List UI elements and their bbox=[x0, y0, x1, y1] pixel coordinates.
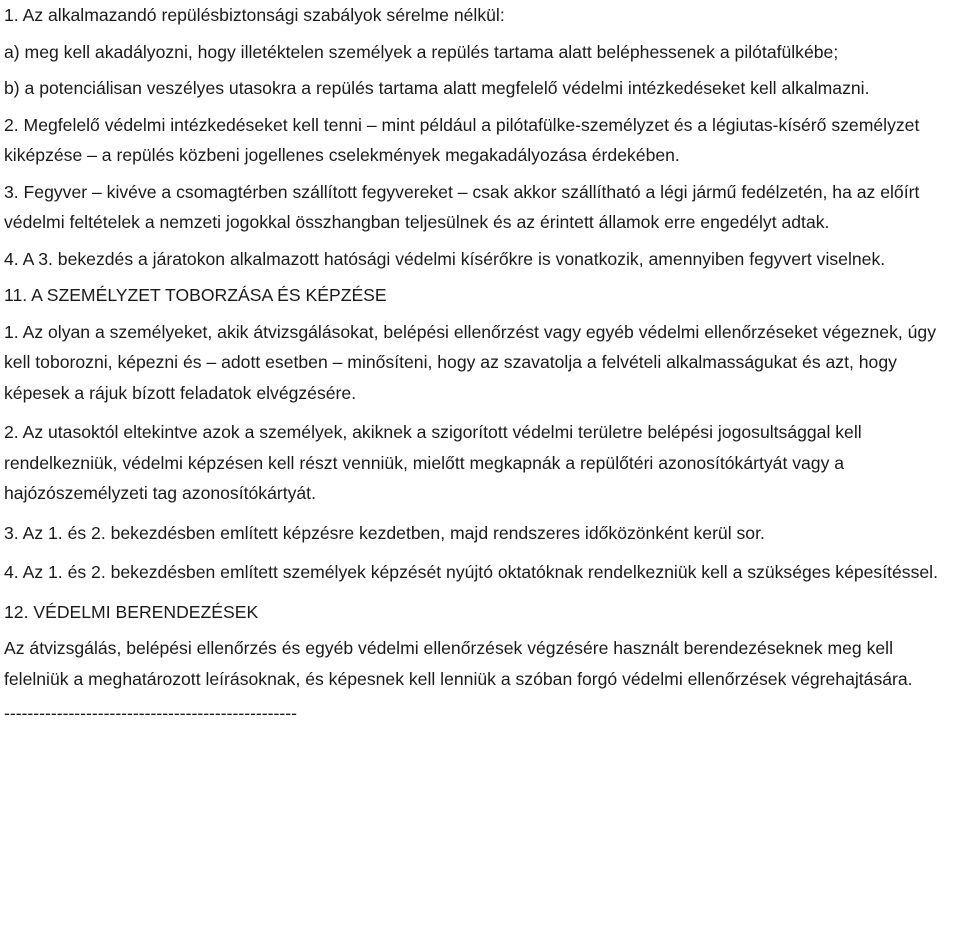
footnote-separator: -------------------------------------------------- bbox=[4, 703, 297, 723]
paragraph-1-a: a) meg kell akadályozni, hogy illetéktelen személyek a repülés tartama alatt beléphessenek a pilótafülkébe; bbox=[4, 41, 839, 62]
section-11-paragraph-4: 4. Az 1. és 2. bekezdésben említett személyek képzését nyújtó oktatóknak rendelkezniük kell a szükséges képesítéssel. bbox=[4, 562, 938, 582]
section-11-paragraph-1: 1. Az olyan a személyeket, akik átvizsgálásokat, belépési ellenőrzést vagy egyéb védelmi ellenőrzéseket végeznek, úgy kell toborozni, képezni és – adott esetben – minősíteni, hogy az szavatolja a felvételi alkalmasságukat és azt, hogy képesek a rájuk bízott feladatok elvégzésére. bbox=[4, 321, 937, 403]
paragraph-4: 4. A 3. bekezdés a járatokon alkalmazott hatósági védelmi kísérőkre is vonatkozik, amennyiben fegyvert viselnek. bbox=[4, 248, 886, 269]
paragraph-3: 3. Fegyver – kivéve a csomagtérben szállított fegyvereket – csak akkor szállítható a légi jármű fedélzetén, ha az előírt védelmi feltételek a nemzeti jogokkal összhangban teljesülnek és az érintett államok erre engedélyt adtak. bbox=[4, 181, 920, 232]
paragraph-1-intro: 1. Az alkalmazandó repülésbiztonsági szabályok sérelme nélkül: bbox=[4, 5, 505, 25]
section-11-paragraph-3: 3. Az 1. és 2. bekezdésben említett képzésre kezdetben, majd rendszeres időközönként kerül sor. bbox=[4, 522, 765, 543]
section-heading-11: 11. A SZEMÉLYZET TOBORZÁSA ÉS KÉPZÉSE bbox=[4, 285, 387, 305]
paragraph-2: 2. Megfelelő védelmi intézkedéseket kell tenni – mint például a pilótafülke-személyzet és a légiutas-kísérő személyzet kiképzése – a repülés közbeni jogellenes cselekmények megakadályozása érdekében. bbox=[4, 114, 920, 165]
paragraph-1-b: b) a potenciálisan veszélyes utasokra a repülés tartama alatt megfelelő védelmi intézkedéseket kell alkalmazni. bbox=[4, 78, 870, 98]
section-11-paragraph-2: 2. Az utasoktól eltekintve azok a személyek, akiknek a szigorított védelmi területre belépési jogosultsággal kell rendelkezniük, védelmi képzésen kell részt venniük, mielőtt megkapnák a repülőtéri azonosítókártyát vagy a hajózószemélyzeti tag azonosítókártyát. bbox=[4, 422, 862, 503]
document-body bbox=[4, 0, 956, 724]
section-heading-12: 12. VÉDELMI BERENDEZÉSEK bbox=[4, 601, 259, 622]
section-12-paragraph: Az átvizsgálás, belépési ellenőrzés és egyéb védelmi ellenőrzések végzésére használt berendezéseknek meg kell felelniük a meghatározott leírásoknak, és képesnek kell lenniük a szóban forgó védelmi ellenőrzések végrehajtására. bbox=[4, 638, 913, 689]
